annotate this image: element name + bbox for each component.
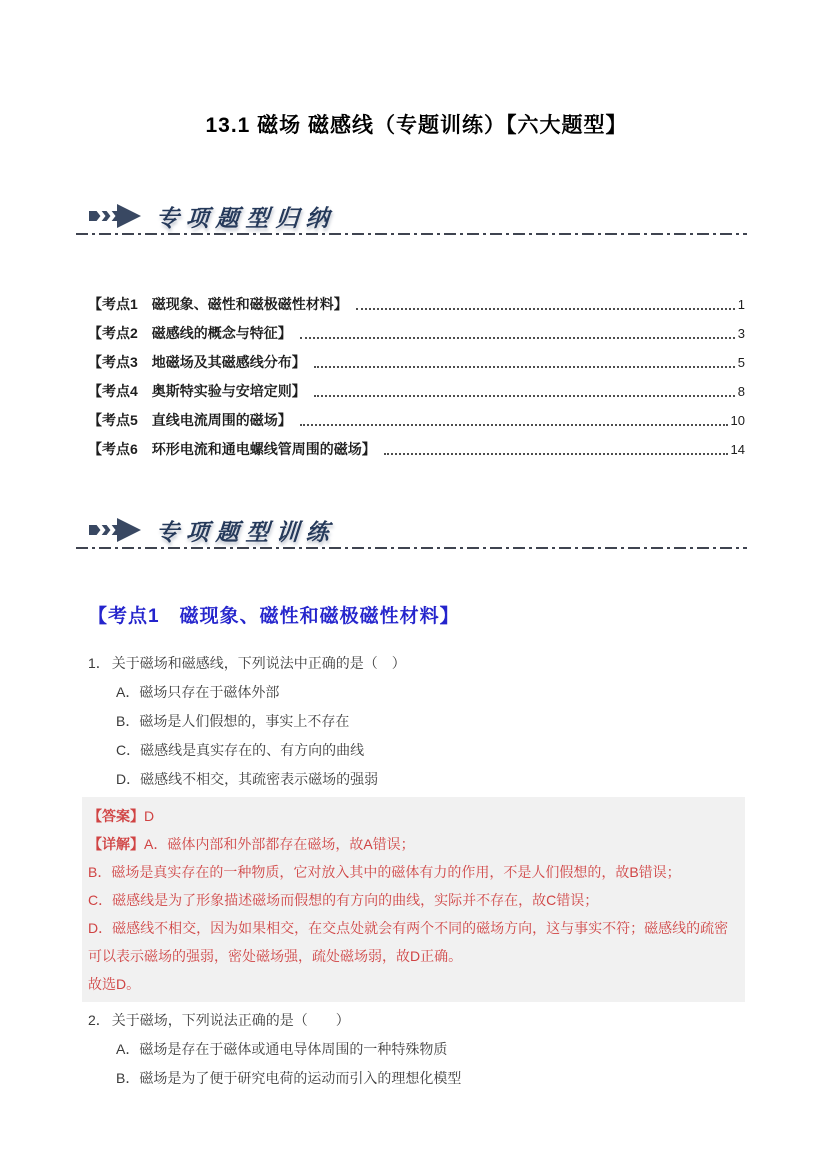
toc-page-number: 14 [730,442,745,457]
toc-page-number: 8 [737,384,745,399]
table-of-contents [88,286,745,460]
question-stem-text: 关于磁场，下列说法正确的是（ ） [111,1012,350,1028]
toc-dotted-leader [384,453,728,455]
toc-item-label: 【考点3 地磁场及其磁感线分布】 [88,354,306,370]
toc-item-label: 【考点1 磁现象、磁性和磁极磁性材料】 [88,296,348,312]
toc-dotted-leader [300,424,728,426]
analysis-line-c: C．磁感线是为了形象描述磁场而假想的有方向的曲线，实际并不存在，故C错误； [88,892,599,908]
option-a: A．磁场只存在于磁体外部 [116,684,280,700]
toc-dotted-leader [314,395,735,397]
toc-item-label: 【考点2 磁感线的概念与特征】 [88,325,292,341]
option-d: D．磁感线不相交，其疏密表示磁场的强弱 [116,771,379,787]
striped-right-arrow-icon [88,515,142,545]
option-a: A．磁场是存在于磁体或通电导体周围的一种特殊物质 [116,1041,448,1057]
answer-value: D [144,808,155,824]
answer-label: 【答案】 [88,808,144,824]
toc-dotted-leader [356,308,735,310]
analysis-line-b: B．磁场是真实存在的一种物质，它对放入其中的磁体有力的作用，不是人们假想的，故B错误； [88,864,681,880]
toc-item-label: 【考点4 奥斯特实验与安培定则】 [88,383,306,399]
analysis-label: 【详解】 [88,836,144,852]
toc-item-6[interactable] [88,431,745,460]
question-2-options [88,1035,745,1093]
banner-training-label: 专项题型训练 [154,518,337,545]
analysis-text: A．磁体内部和外部都存在磁场，故A错误； [144,836,415,852]
banner-training [88,510,745,550]
answer-block [82,797,745,1002]
toc-item-2[interactable] [88,315,745,344]
toc-item-label: 【考点6 环形电流和通电螺线管周围的磁场】 [88,441,376,457]
answer-line [88,802,735,830]
analysis-line-d: D．磁感线不相交，因为如果相交，在交点处就会有两个不同的磁场方向，这与事实不符；磁感线的疏密可以表示磁场的强弱，密处磁场强，疏处磁场弱，故D正确。 [88,920,729,964]
analysis-conclusion: 故选D。 [88,976,141,992]
toc-dotted-leader [314,366,735,368]
question-1 [88,649,745,1002]
option-b: B．磁场是为了便于研究电荷的运动而引入的理想化模型 [116,1070,462,1086]
question-number: 2． [88,1012,110,1028]
page-title: 13.1 磁场 磁感线（专题训练）【六大题型】 [205,114,628,137]
analysis-line-a [88,830,735,858]
banner-summary-label: 专项题型归纳 [154,204,337,231]
striped-right-arrow-icon [88,201,142,231]
question-1-stem [88,649,745,678]
option-c: C．磁感线是真实存在的、有方向的曲线 [116,742,365,758]
question-number: 1． [88,655,110,671]
toc-item-4[interactable] [88,373,745,402]
dash-dot-divider [76,547,747,549]
question-2 [88,1006,745,1093]
toc-item-3[interactable] [88,344,745,373]
toc-dotted-leader [300,337,735,339]
dash-dot-divider [76,233,747,235]
question-stem-text: 关于磁场和磁感线，下列说法中正确的是（ ） [111,655,406,671]
question-1-options [88,678,745,794]
section-heading-kaodian-1: 【考点1 磁现象、磁性和磁极磁性材料】 [88,606,460,627]
toc-item-5[interactable] [88,402,745,431]
toc-page-number: 3 [737,326,745,341]
option-b: B．磁场是人们假想的，事实上不存在 [116,713,350,729]
toc-page-number: 5 [737,355,745,370]
toc-page-number: 10 [730,413,745,428]
banner-summary [88,196,745,236]
toc-item-label: 【考点5 直线电流周围的磁场】 [88,412,292,428]
question-2-stem [88,1006,745,1035]
toc-item-1[interactable] [88,286,745,315]
toc-page-number: 1 [737,297,745,312]
